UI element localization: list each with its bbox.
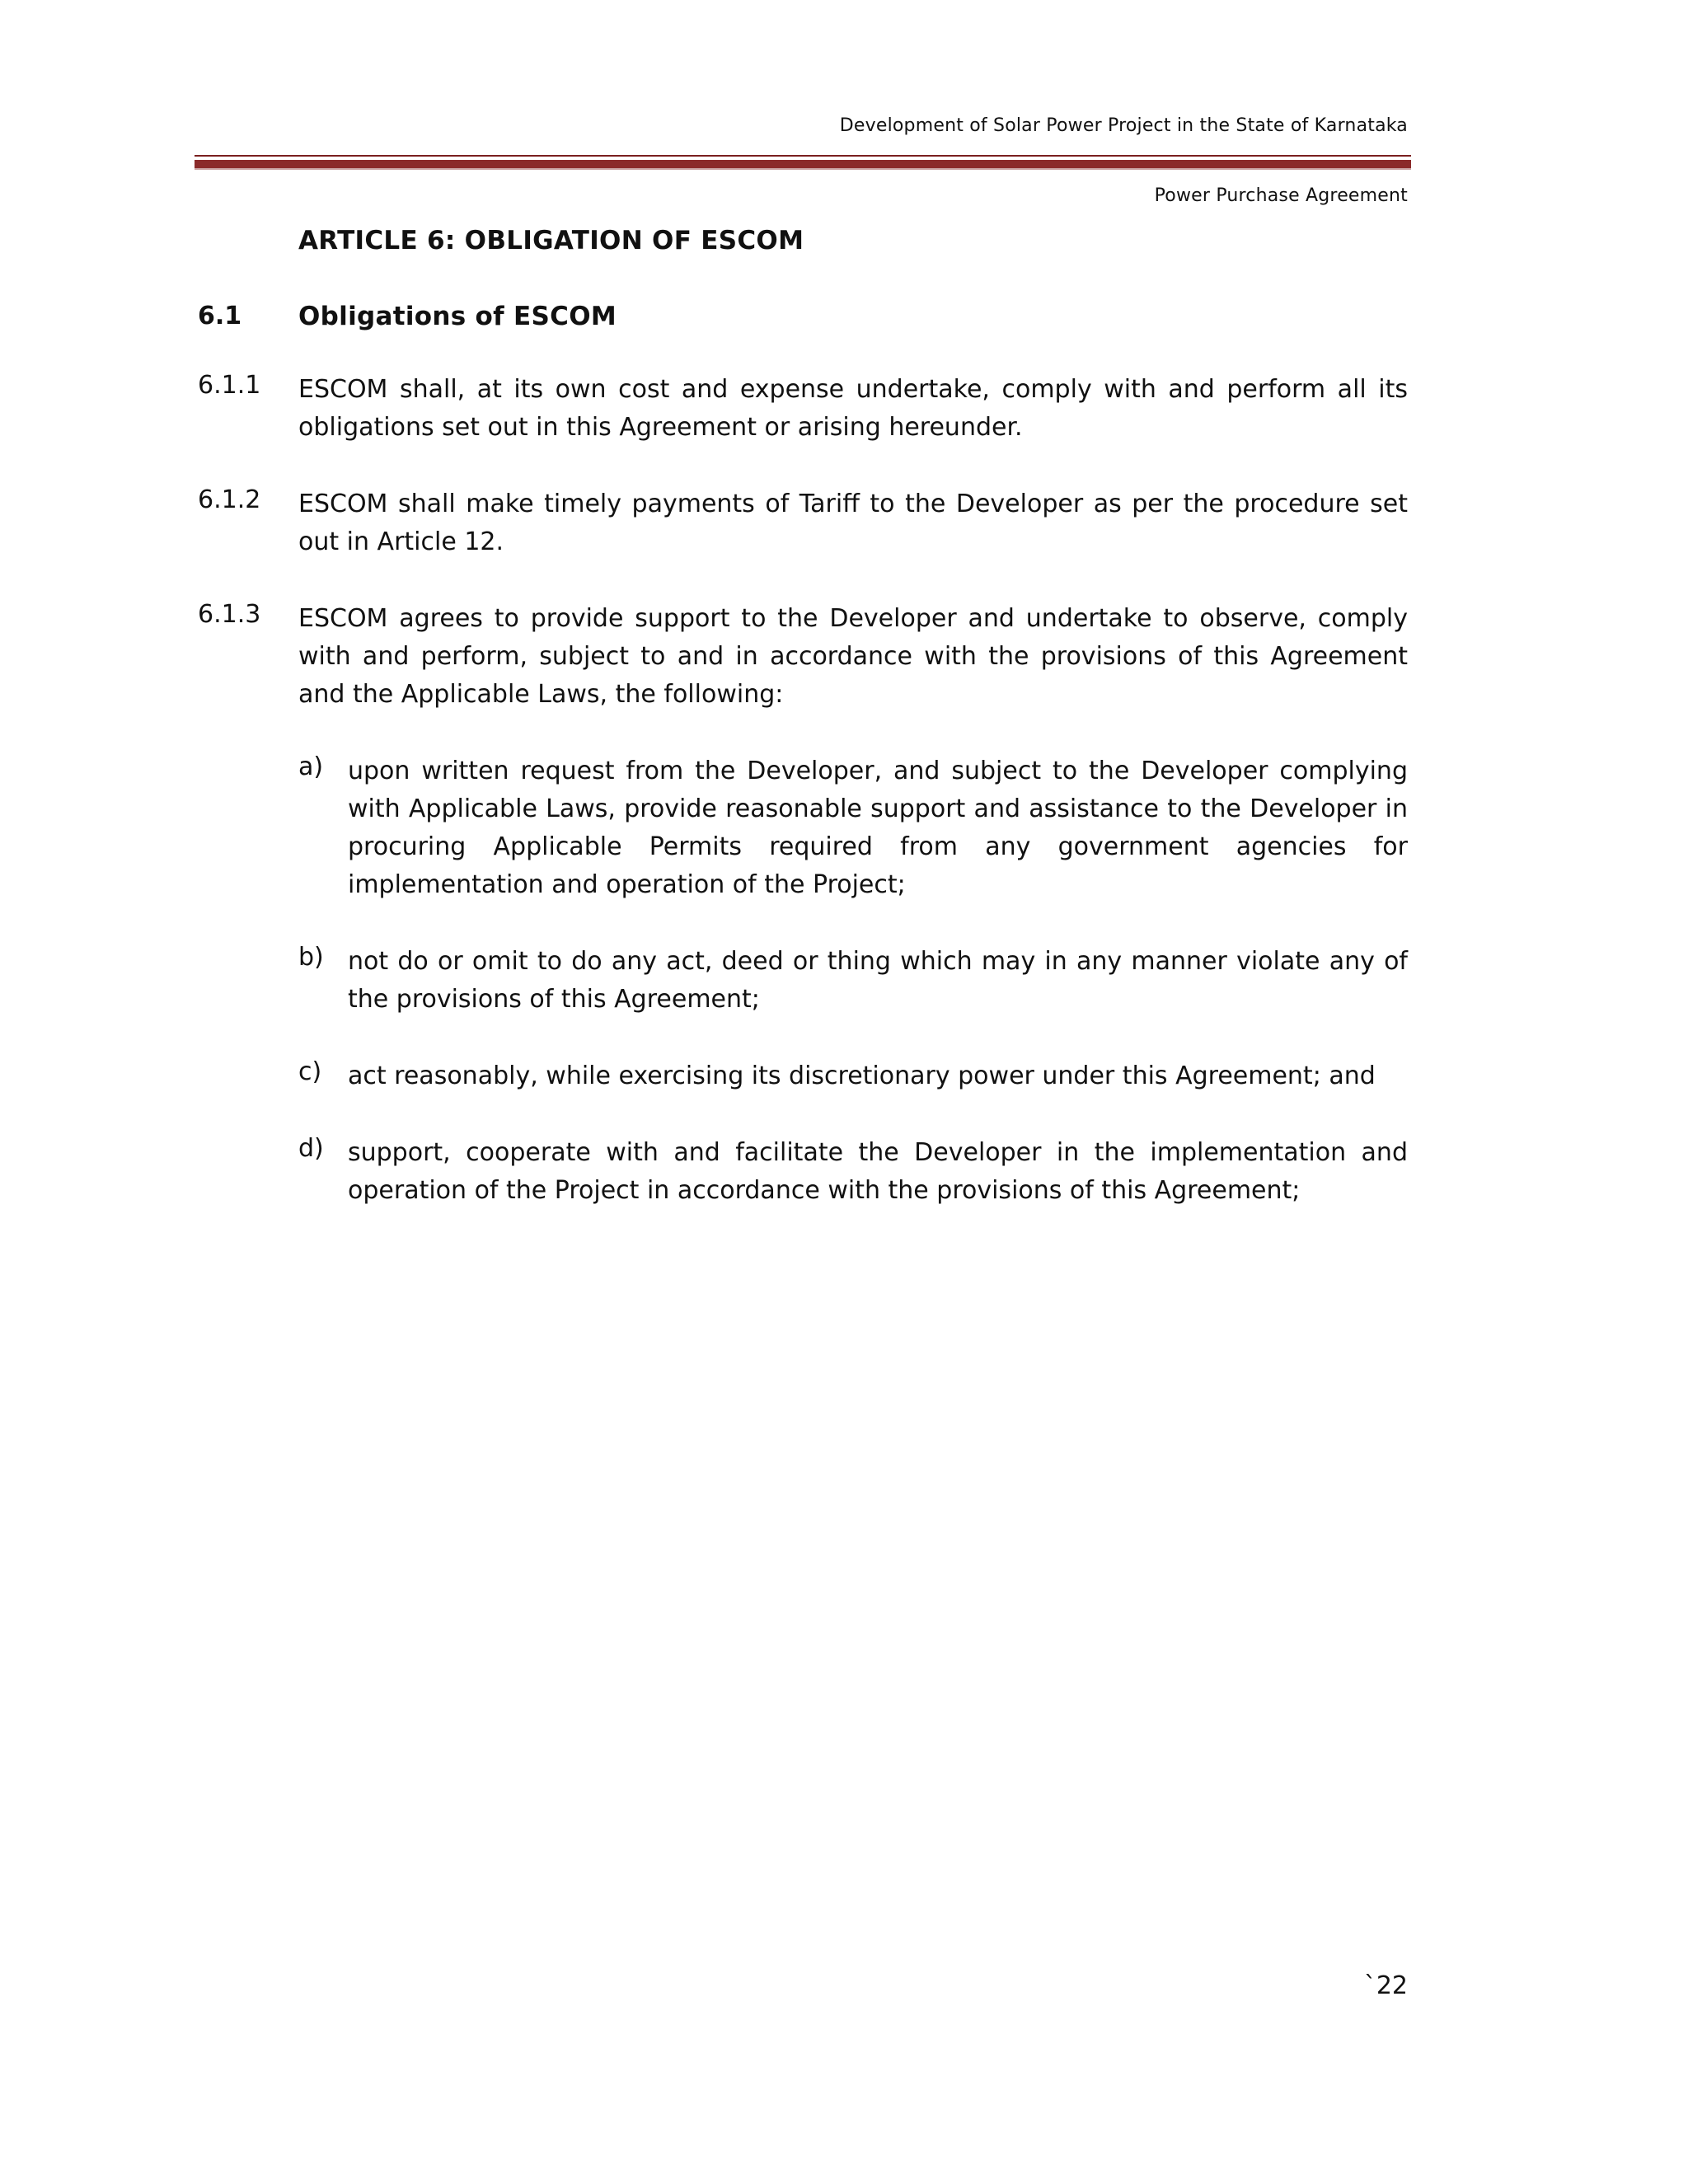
list-item-text: support, cooperate with and facilitate the Developer in the implementation and operation of the Project in accordance with the provisions of this Agreement; bbox=[348, 1138, 1408, 1205]
header-rule-thick bbox=[195, 160, 1411, 168]
list-item-label: a) bbox=[298, 752, 324, 781]
section-number: 6.1 bbox=[198, 302, 242, 330]
clause-number: 6.1.3 bbox=[198, 600, 261, 629]
clause-number: 6.1.1 bbox=[198, 371, 261, 400]
header-rule-thin bbox=[195, 155, 1411, 157]
list-item-label: d) bbox=[298, 1134, 324, 1163]
page-number: `22 bbox=[1363, 1971, 1408, 2000]
header-rule-shadow bbox=[195, 168, 1411, 170]
clause-text: ESCOM shall, at its own cost and expense undertake, comply with and perform all its obligations set out in this Agreement or arising hereunder. bbox=[298, 375, 1408, 442]
list-item-text: not do or omit to do any act, deed or thing which may in any manner violate any of the provisions of this Agreement; bbox=[348, 947, 1408, 1014]
article-title: ARTICLE 6: OBLIGATION OF ESCOM bbox=[298, 226, 804, 255]
clause-text: ESCOM shall make timely payments of Tariff to the Developer as per the procedure set out in Article 12. bbox=[298, 490, 1408, 556]
list-item-text: upon written request from the Developer, and subject to the Developer complying with Applicable Laws, provide reasonable support and assistance to the Developer in procuring Applicable Permits required from any government agencies for implementation and operation of the Project; bbox=[348, 757, 1408, 899]
header-subtitle: Power Purchase Agreement bbox=[1154, 185, 1408, 206]
clause-text: ESCOM agrees to provide support to the Developer and undertake to observe, comply with and perform, subject to and in accordance with the provisions of this Agreement and the Applicable Laws, the following: bbox=[298, 604, 1408, 709]
header-title: Development of Solar Power Project in the State of Karnataka bbox=[839, 115, 1408, 136]
section-title: Obligations of ESCOM bbox=[298, 302, 617, 331]
list-item-text: act reasonably, while exercising its discretionary power under this Agreement; and bbox=[348, 1062, 1376, 1090]
list-item-label: c) bbox=[298, 1057, 322, 1086]
list-item-label: b) bbox=[298, 943, 324, 972]
clause-number: 6.1.2 bbox=[198, 485, 261, 514]
